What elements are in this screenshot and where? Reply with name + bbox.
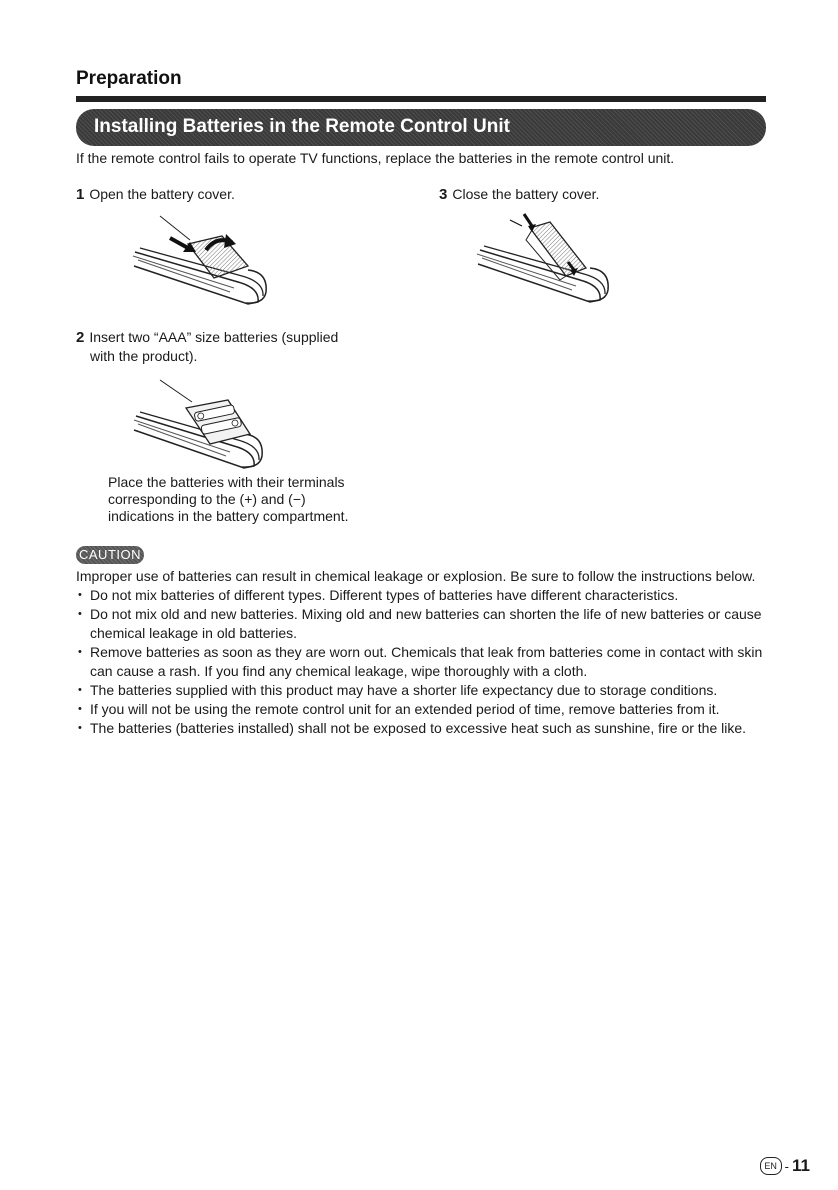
language-badge: EN xyxy=(760,1157,782,1175)
banner-title: Installing Batteries in the Remote Control Unit xyxy=(94,116,510,137)
caution-item: • If you will not be using the remote control unit for an extended period of time, remove batteries from it. xyxy=(76,700,776,719)
caution-list xyxy=(76,586,776,738)
note-line: corresponding to the (+) and (−) xyxy=(108,491,306,507)
step-1 xyxy=(76,185,235,204)
page-number: 11 xyxy=(792,1156,810,1175)
step-text: Insert two “AAA” size batteries (supplied xyxy=(89,329,339,345)
section-banner xyxy=(76,109,766,146)
step-3 xyxy=(439,185,599,204)
step-number: 3 xyxy=(439,186,448,203)
caution-section xyxy=(76,567,776,738)
caution-label: CAUTION xyxy=(79,547,141,562)
intro-text: If the remote control fails to operate TV functions, replace the batteries in the remote control unit. xyxy=(76,150,675,166)
step-text-continued: with the product). xyxy=(90,348,198,364)
note-line: Place the batteries with their terminals xyxy=(108,474,345,490)
remote-insert-batteries-illustration xyxy=(130,378,270,470)
step-number: 1 xyxy=(76,186,85,203)
caution-intro: Improper use of batteries can result in chemical leakage or explosion. Be sure to follow the instructions below. xyxy=(76,568,756,584)
battery-polarity-note xyxy=(108,474,408,525)
caution-item: • Do not mix old and new batteries. Mixing old and new batteries can shorten the life of new batteries or cause chemical leakage in old batteries. xyxy=(76,605,776,643)
caution-item: • Remove batteries as soon as they are worn out. Chemicals that leak from batteries come in contact with skin can cause a rash. If you find any chemical leakage, wipe thoroughly with a cloth. xyxy=(76,643,776,681)
page-separator: - xyxy=(784,1158,790,1174)
page-footer xyxy=(760,1156,810,1176)
remote-close-cover-illustration xyxy=(470,210,620,305)
caution-badge xyxy=(76,546,144,564)
caution-item: • The batteries (batteries installed) shall not be exposed to excessive heat such as sunshine, fire or the like. xyxy=(76,719,776,738)
step-text: Close the battery cover. xyxy=(452,186,600,202)
step-2 xyxy=(76,328,396,366)
caution-item: • The batteries supplied with this product may have a shorter life expectancy due to storage conditions. xyxy=(76,681,776,700)
step-number: 2 xyxy=(76,329,85,346)
section-rule xyxy=(76,96,766,102)
step-text: Open the battery cover. xyxy=(89,186,235,202)
remote-open-cover-illustration xyxy=(130,210,280,305)
caution-item: • Do not mix batteries of different types. Different types of batteries have different characteristics. xyxy=(76,586,776,605)
note-line: indications in the battery compartment. xyxy=(108,508,349,524)
section-title: Preparation xyxy=(76,68,182,89)
